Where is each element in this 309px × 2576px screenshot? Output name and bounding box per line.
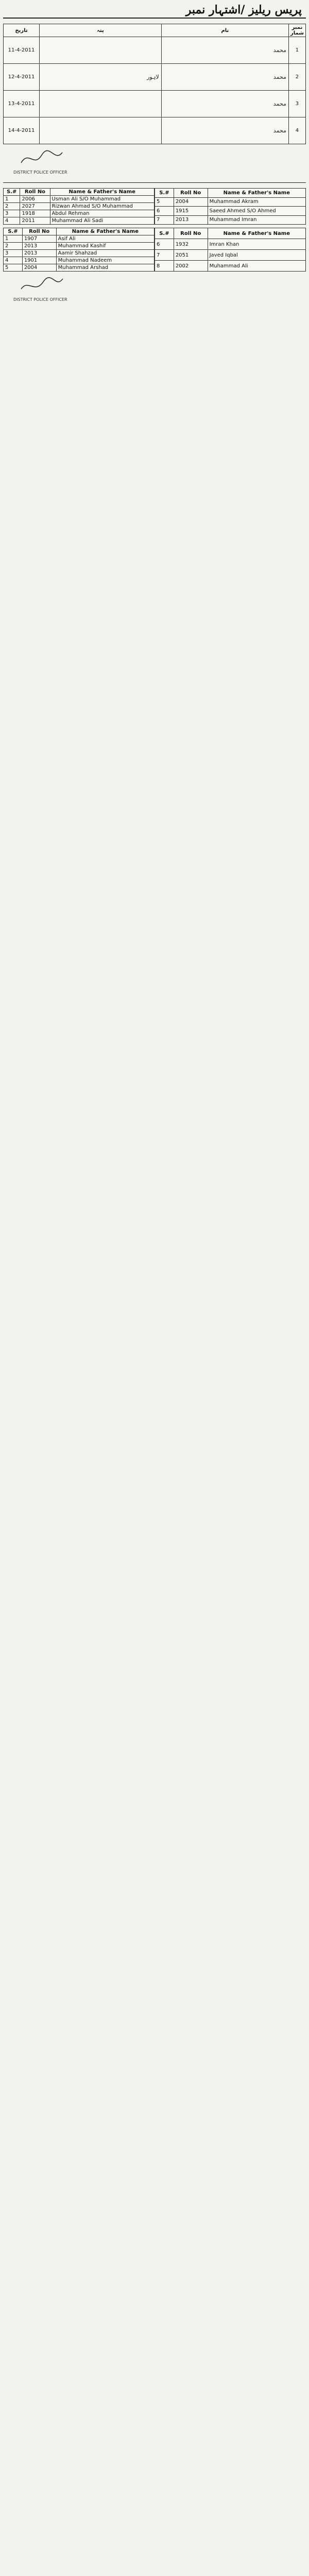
cell-sno: 4	[4, 217, 20, 225]
header-name: نام	[161, 24, 288, 37]
cell-name: Imran Khan	[208, 239, 305, 250]
result-table-right	[154, 188, 306, 225]
cell-roll: 1907	[22, 235, 56, 243]
cell-name: Muhammad Arshad	[56, 264, 154, 272]
cell-sno: 6	[155, 239, 174, 250]
cell-name: Muhammad Imran	[208, 215, 305, 225]
row-sno: 1	[288, 37, 305, 64]
col-sno: S.#	[155, 228, 174, 239]
table-row	[4, 203, 154, 210]
row-date: 12-4-2011	[4, 64, 40, 91]
header-sno: نمبر شمار	[288, 24, 305, 37]
cell-name: Muhammad Akram	[208, 197, 305, 207]
table-row	[4, 235, 154, 243]
table-row	[4, 91, 306, 117]
result-table-right	[154, 228, 306, 272]
result-table-left	[3, 188, 154, 225]
table-row	[155, 207, 306, 216]
table-row	[4, 257, 154, 264]
table-row	[4, 243, 154, 250]
cell-sno: 5	[4, 264, 23, 272]
cell-name: Javed Iqbal	[208, 250, 305, 261]
cell-roll: 2013	[22, 243, 56, 250]
table-row	[4, 250, 154, 257]
cell-roll: 2004	[174, 197, 208, 207]
cell-roll: 1915	[174, 207, 208, 216]
col-name: Name & Father's Name	[50, 189, 154, 196]
col-name: Name & Father's Name	[56, 228, 154, 235]
cell-sno: 3	[4, 210, 20, 217]
cell-name: Asif Ali	[56, 235, 154, 243]
cell-roll: 2006	[20, 196, 50, 203]
cell-sno: 6	[155, 207, 174, 216]
result-table-pair	[3, 188, 306, 225]
signature-image	[19, 275, 65, 295]
header-date: تاریخ	[4, 24, 40, 37]
cell-name: Abdul Rehman	[50, 210, 154, 217]
col-name: Name & Father's Name	[208, 228, 305, 239]
row-date: 14-4-2011	[4, 117, 40, 144]
row-address	[40, 117, 162, 144]
notice-table	[3, 24, 306, 144]
cell-name: Saeed Ahmed S/O Ahmed	[208, 207, 305, 216]
col-roll: Roll No	[22, 228, 56, 235]
col-sno: S.#	[155, 189, 174, 198]
cell-roll: 1932	[174, 239, 208, 250]
cell-sno: 7	[155, 250, 174, 261]
signature-image	[19, 147, 65, 168]
col-roll: Roll No	[174, 228, 208, 239]
header-address: پتہ	[40, 24, 162, 37]
row-name: محمد	[161, 117, 288, 144]
row-sno: 3	[288, 91, 305, 117]
cell-sno: 4	[4, 257, 23, 264]
cell-name: Usman Ali S/O Muhammad	[50, 196, 154, 203]
cell-roll: 2051	[174, 250, 208, 261]
cell-sno: 1	[4, 235, 23, 243]
cell-name: Muhammad Ali Sadi	[50, 217, 154, 225]
row-date: 13-4-2011	[4, 91, 40, 117]
table-row	[4, 210, 154, 217]
cell-sno: 5	[155, 197, 174, 207]
result-table-pair	[3, 228, 306, 272]
row-date: 11-4-2011	[4, 37, 40, 64]
table-row	[155, 215, 306, 225]
signature-block	[3, 272, 306, 308]
cell-sno: 7	[155, 215, 174, 225]
cell-roll: 1901	[22, 257, 56, 264]
cell-roll: 2013	[174, 215, 208, 225]
table-row	[4, 117, 306, 144]
cell-roll: 2011	[20, 217, 50, 225]
table-row	[155, 239, 306, 250]
col-sno: S.#	[4, 189, 20, 196]
cell-name: Muhammad Nadeem	[56, 257, 154, 264]
table-row	[155, 261, 306, 272]
divider	[3, 182, 306, 183]
row-sno: 4	[288, 117, 305, 144]
cell-sno: 2	[4, 243, 23, 250]
table-row	[155, 197, 306, 207]
cell-name: Muhammad Ali	[208, 261, 305, 272]
row-address	[40, 91, 162, 117]
col-roll: Roll No	[174, 189, 208, 198]
row-address: لاہور	[40, 64, 162, 91]
cell-roll: 2027	[20, 203, 50, 210]
cell-name: Rizwan Ahmad S/O Muhammad	[50, 203, 154, 210]
cell-roll: 1918	[20, 210, 50, 217]
row-name: محمد	[161, 64, 288, 91]
cell-roll: 2004	[22, 264, 56, 272]
cell-sno: 1	[4, 196, 20, 203]
cell-roll: 2002	[174, 261, 208, 272]
col-roll: Roll No	[20, 189, 50, 196]
cell-name: Aamir Shahzad	[56, 250, 154, 257]
table-row	[4, 196, 154, 203]
row-address	[40, 37, 162, 64]
col-name: Name & Father's Name	[208, 189, 305, 198]
signature-block	[3, 144, 306, 180]
notice-block	[3, 24, 306, 180]
table-row	[155, 250, 306, 261]
row-sno: 2	[288, 64, 305, 91]
masthead-title: پریس ریلیز /اشتہار نمبر	[3, 2, 306, 19]
row-name: محمد	[161, 37, 288, 64]
cell-roll: 2013	[22, 250, 56, 257]
cell-sno: 2	[4, 203, 20, 210]
table-row	[4, 64, 306, 91]
row-name: محمد	[161, 91, 288, 117]
official-seal-text: DISTRICT POLICE OFFICER	[13, 297, 67, 302]
cell-sno: 8	[155, 261, 174, 272]
official-seal-text: DISTRICT POLICE OFFICER	[13, 170, 67, 175]
cell-name: Muhammad Kashif	[56, 243, 154, 250]
table-row	[4, 264, 154, 272]
table-row	[4, 37, 306, 64]
result-table-left	[3, 228, 154, 272]
table-row	[4, 217, 154, 225]
result-section-1	[3, 188, 306, 308]
col-sno: S.#	[4, 228, 23, 235]
cell-sno: 3	[4, 250, 23, 257]
